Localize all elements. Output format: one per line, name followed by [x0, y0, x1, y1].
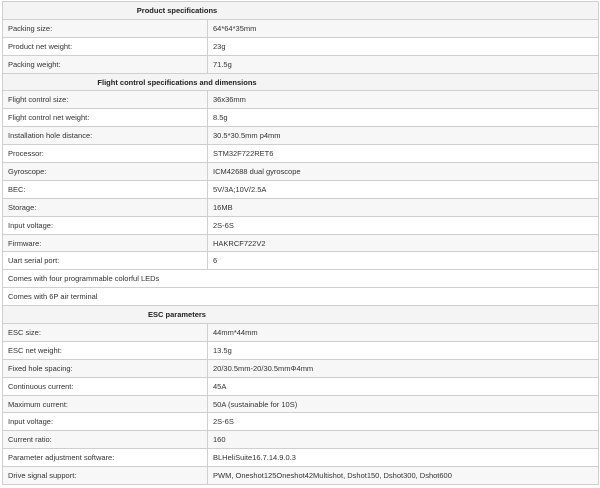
spec-note: Comes with four programmable colorful LEDs: [3, 270, 599, 288]
table-row: [3, 395, 599, 413]
table-row: [3, 145, 599, 163]
note-row: [3, 288, 599, 306]
spec-label: Product net weight:: [3, 37, 208, 55]
spec-value: 45A: [208, 377, 599, 395]
table-row: [3, 163, 599, 181]
spec-value: 23g: [208, 37, 599, 55]
spec-value: HAKRCF722V2: [208, 234, 599, 252]
spec-label: Firmware:: [3, 234, 208, 252]
spec-label: Packing weight:: [3, 55, 208, 73]
specifications-table: [2, 1, 599, 485]
section-heading: [3, 306, 599, 324]
note-row: [3, 270, 599, 288]
section-heading: [3, 2, 599, 20]
spec-label: Maximum current:: [3, 395, 208, 413]
table-row: [3, 127, 599, 145]
spec-value: 71.5g: [208, 55, 599, 73]
spec-label: Processor:: [3, 145, 208, 163]
spec-note: Comes with 6P air terminal: [3, 288, 599, 306]
section-heading-text: Flight control specifications and dimensions: [97, 77, 257, 87]
table-row: [3, 467, 599, 485]
spec-value: 5V/3A;10V/2.5A: [208, 180, 599, 198]
section-heading-row: [3, 73, 599, 91]
spec-label: Continuous current:: [3, 377, 208, 395]
table-row: [3, 377, 599, 395]
table-row: [3, 216, 599, 234]
spec-value: 44mm*44mm: [208, 324, 599, 342]
section-heading-text: Product specifications: [136, 5, 218, 15]
table-row: [3, 234, 599, 252]
table-row: [3, 180, 599, 198]
spec-label: Storage:: [3, 198, 208, 216]
spec-value: 2S-6S: [208, 413, 599, 431]
table-row: [3, 341, 599, 359]
spec-label: Flight control net weight:: [3, 109, 208, 127]
section-heading-text: ESC parameters: [148, 310, 206, 320]
section-heading-row: [3, 306, 599, 324]
spec-value: 36x36mm: [208, 91, 599, 109]
spec-value: 13.5g: [208, 341, 599, 359]
spec-label: Installation hole distance:: [3, 127, 208, 145]
spec-value: ICM42688 dual gyroscope: [208, 163, 599, 181]
spec-value: 20/30.5mm-20/30.5mmΦ4mm: [208, 359, 599, 377]
spec-value: 30.5*30.5mm p4mm: [208, 127, 599, 145]
spec-value: 6: [208, 252, 599, 270]
table-row: [3, 109, 599, 127]
spec-label: Packing size:: [3, 19, 208, 37]
spec-label: ESC net weight:: [3, 341, 208, 359]
spec-label: Input voltage:: [3, 413, 208, 431]
specifications-table-body: [3, 2, 599, 485]
table-row: [3, 55, 599, 73]
table-row: [3, 324, 599, 342]
table-row: [3, 252, 599, 270]
spec-label: Flight control size:: [3, 91, 208, 109]
spec-label: BEC:: [3, 180, 208, 198]
spec-label: Current ratio:: [3, 431, 208, 449]
spec-value: PWM, Oneshot125Oneshot42Multishot, Dshot150, Dshot300, Dshot600: [208, 467, 599, 485]
table-row: [3, 431, 599, 449]
table-row: [3, 359, 599, 377]
spec-label: Input voltage:: [3, 216, 208, 234]
spec-value: 8.5g: [208, 109, 599, 127]
table-row: [3, 198, 599, 216]
spec-value: STM32F722RET6: [208, 145, 599, 163]
table-row: [3, 19, 599, 37]
spec-value: 50A (sustainable for 10S): [208, 395, 599, 413]
spec-label: Gyroscope:: [3, 163, 208, 181]
spec-label: Fixed hole spacing:: [3, 359, 208, 377]
spec-label: Uart serial port:: [3, 252, 208, 270]
table-row: [3, 37, 599, 55]
spec-value: 16MB: [208, 198, 599, 216]
spec-label: Drive signal support:: [3, 467, 208, 485]
table-row: [3, 413, 599, 431]
table-row: [3, 449, 599, 467]
spec-label: Parameter adjustment software:: [3, 449, 208, 467]
section-heading: [3, 73, 599, 91]
spec-value: BLHeliSuite16.7.14.9.0.3: [208, 449, 599, 467]
table-row: [3, 91, 599, 109]
spec-value: 2S-6S: [208, 216, 599, 234]
section-heading-row: [3, 2, 599, 20]
spec-label: ESC size:: [3, 324, 208, 342]
spec-value: 160: [208, 431, 599, 449]
spec-value: 64*64*35mm: [208, 19, 599, 37]
